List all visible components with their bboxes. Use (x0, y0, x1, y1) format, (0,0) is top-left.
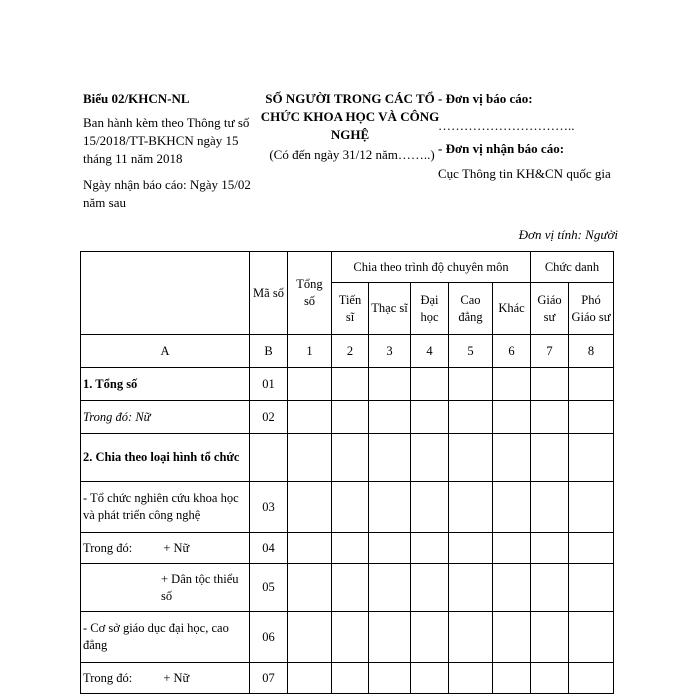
index-cell: B (250, 335, 288, 368)
sub-header: Khác (493, 283, 531, 335)
header-row (81, 252, 614, 283)
receiving-unit-value: Cục Thông tin KH&CN quốc gia (438, 166, 611, 181)
col-total-header: Tổng số (288, 252, 332, 335)
index-cell: 5 (449, 335, 493, 368)
row-label-prefix: Trong đó: (83, 540, 133, 555)
issuance-note: Ban hành kèm theo Thông tư số 15/2018/TT-BKHCN ngày 15 tháng 11 năm 2018 (83, 115, 250, 166)
sub-header: Cao đẳng (449, 283, 493, 335)
table-row (81, 564, 614, 612)
row-code: 07 (250, 663, 288, 694)
row-label: + Dân tộc thiểu số (81, 564, 250, 612)
table-row (81, 663, 614, 694)
degree-group-header: Chia theo trình độ chuyên môn (332, 252, 531, 283)
row-label-sub: + Nữ (163, 540, 190, 555)
row-code: 06 (250, 612, 288, 663)
form-code: Biểu 02/KHCN-NL (83, 91, 190, 106)
receiving-unit-label: - Đơn vị nhận báo cáo: (438, 141, 565, 156)
row-label-sub: + Nữ (163, 670, 190, 685)
table-row (81, 533, 614, 564)
header-blank (81, 252, 250, 335)
row-label (81, 533, 250, 564)
sub-header: Tiến sĩ (332, 283, 369, 335)
document-title: SỐ NGƯỜI TRONG CÁC TỔ CHỨC KHOA HỌC VÀ CÔNG NGHỆ (260, 91, 440, 142)
row-code (250, 434, 288, 482)
sub-header: Phó Giáo sư (569, 283, 614, 335)
sub-header: Giáo sư (531, 283, 569, 335)
index-row (81, 335, 614, 368)
index-cell: 3 (369, 335, 411, 368)
table-row (81, 482, 614, 533)
table-row (81, 368, 614, 401)
table-row (81, 612, 614, 663)
row-label: Trong đó: Nữ (81, 401, 250, 434)
index-cell: 4 (411, 335, 449, 368)
row-code: 01 (250, 368, 288, 401)
table-row (81, 401, 614, 434)
reporting-unit-value: ………………………….. (438, 118, 575, 133)
title-group-header: Chức danh (531, 252, 614, 283)
col-code-header: Mã số (250, 252, 288, 335)
index-cell: 1 (288, 335, 332, 368)
row-label (81, 663, 250, 694)
row-label-prefix: Trong đó: (83, 670, 133, 685)
row-code: 03 (250, 482, 288, 533)
unit-label: Đơn vị tính: Người (518, 227, 618, 242)
sub-header: Thạc sĩ (369, 283, 411, 335)
row-label: 1. Tổng số (81, 368, 250, 401)
row-code: 02 (250, 401, 288, 434)
statistics-table (80, 251, 614, 694)
row-label: - Cơ sở giáo dục đại học, cao đẳng (81, 612, 250, 663)
index-cell: 8 (569, 335, 614, 368)
index-cell: 2 (332, 335, 369, 368)
index-cell: 6 (493, 335, 531, 368)
reporting-unit-label: - Đơn vị báo cáo: (438, 91, 533, 106)
index-cell: A (81, 335, 250, 368)
row-code: 05 (250, 564, 288, 612)
table-row (81, 434, 614, 482)
sub-header: Đại học (411, 283, 449, 335)
row-label: - Tổ chức nghiên cứu khoa học và phát triển công nghệ (81, 482, 250, 533)
received-date: Ngày nhận báo cáo: Ngày 15/02 năm sau (83, 177, 251, 210)
row-code: 04 (250, 533, 288, 564)
index-cell: 7 (531, 335, 569, 368)
row-label: 2. Chia theo loại hình tổ chức (81, 434, 250, 482)
document-subtitle: (Có đến ngày 31/12 năm……..) (269, 147, 435, 162)
